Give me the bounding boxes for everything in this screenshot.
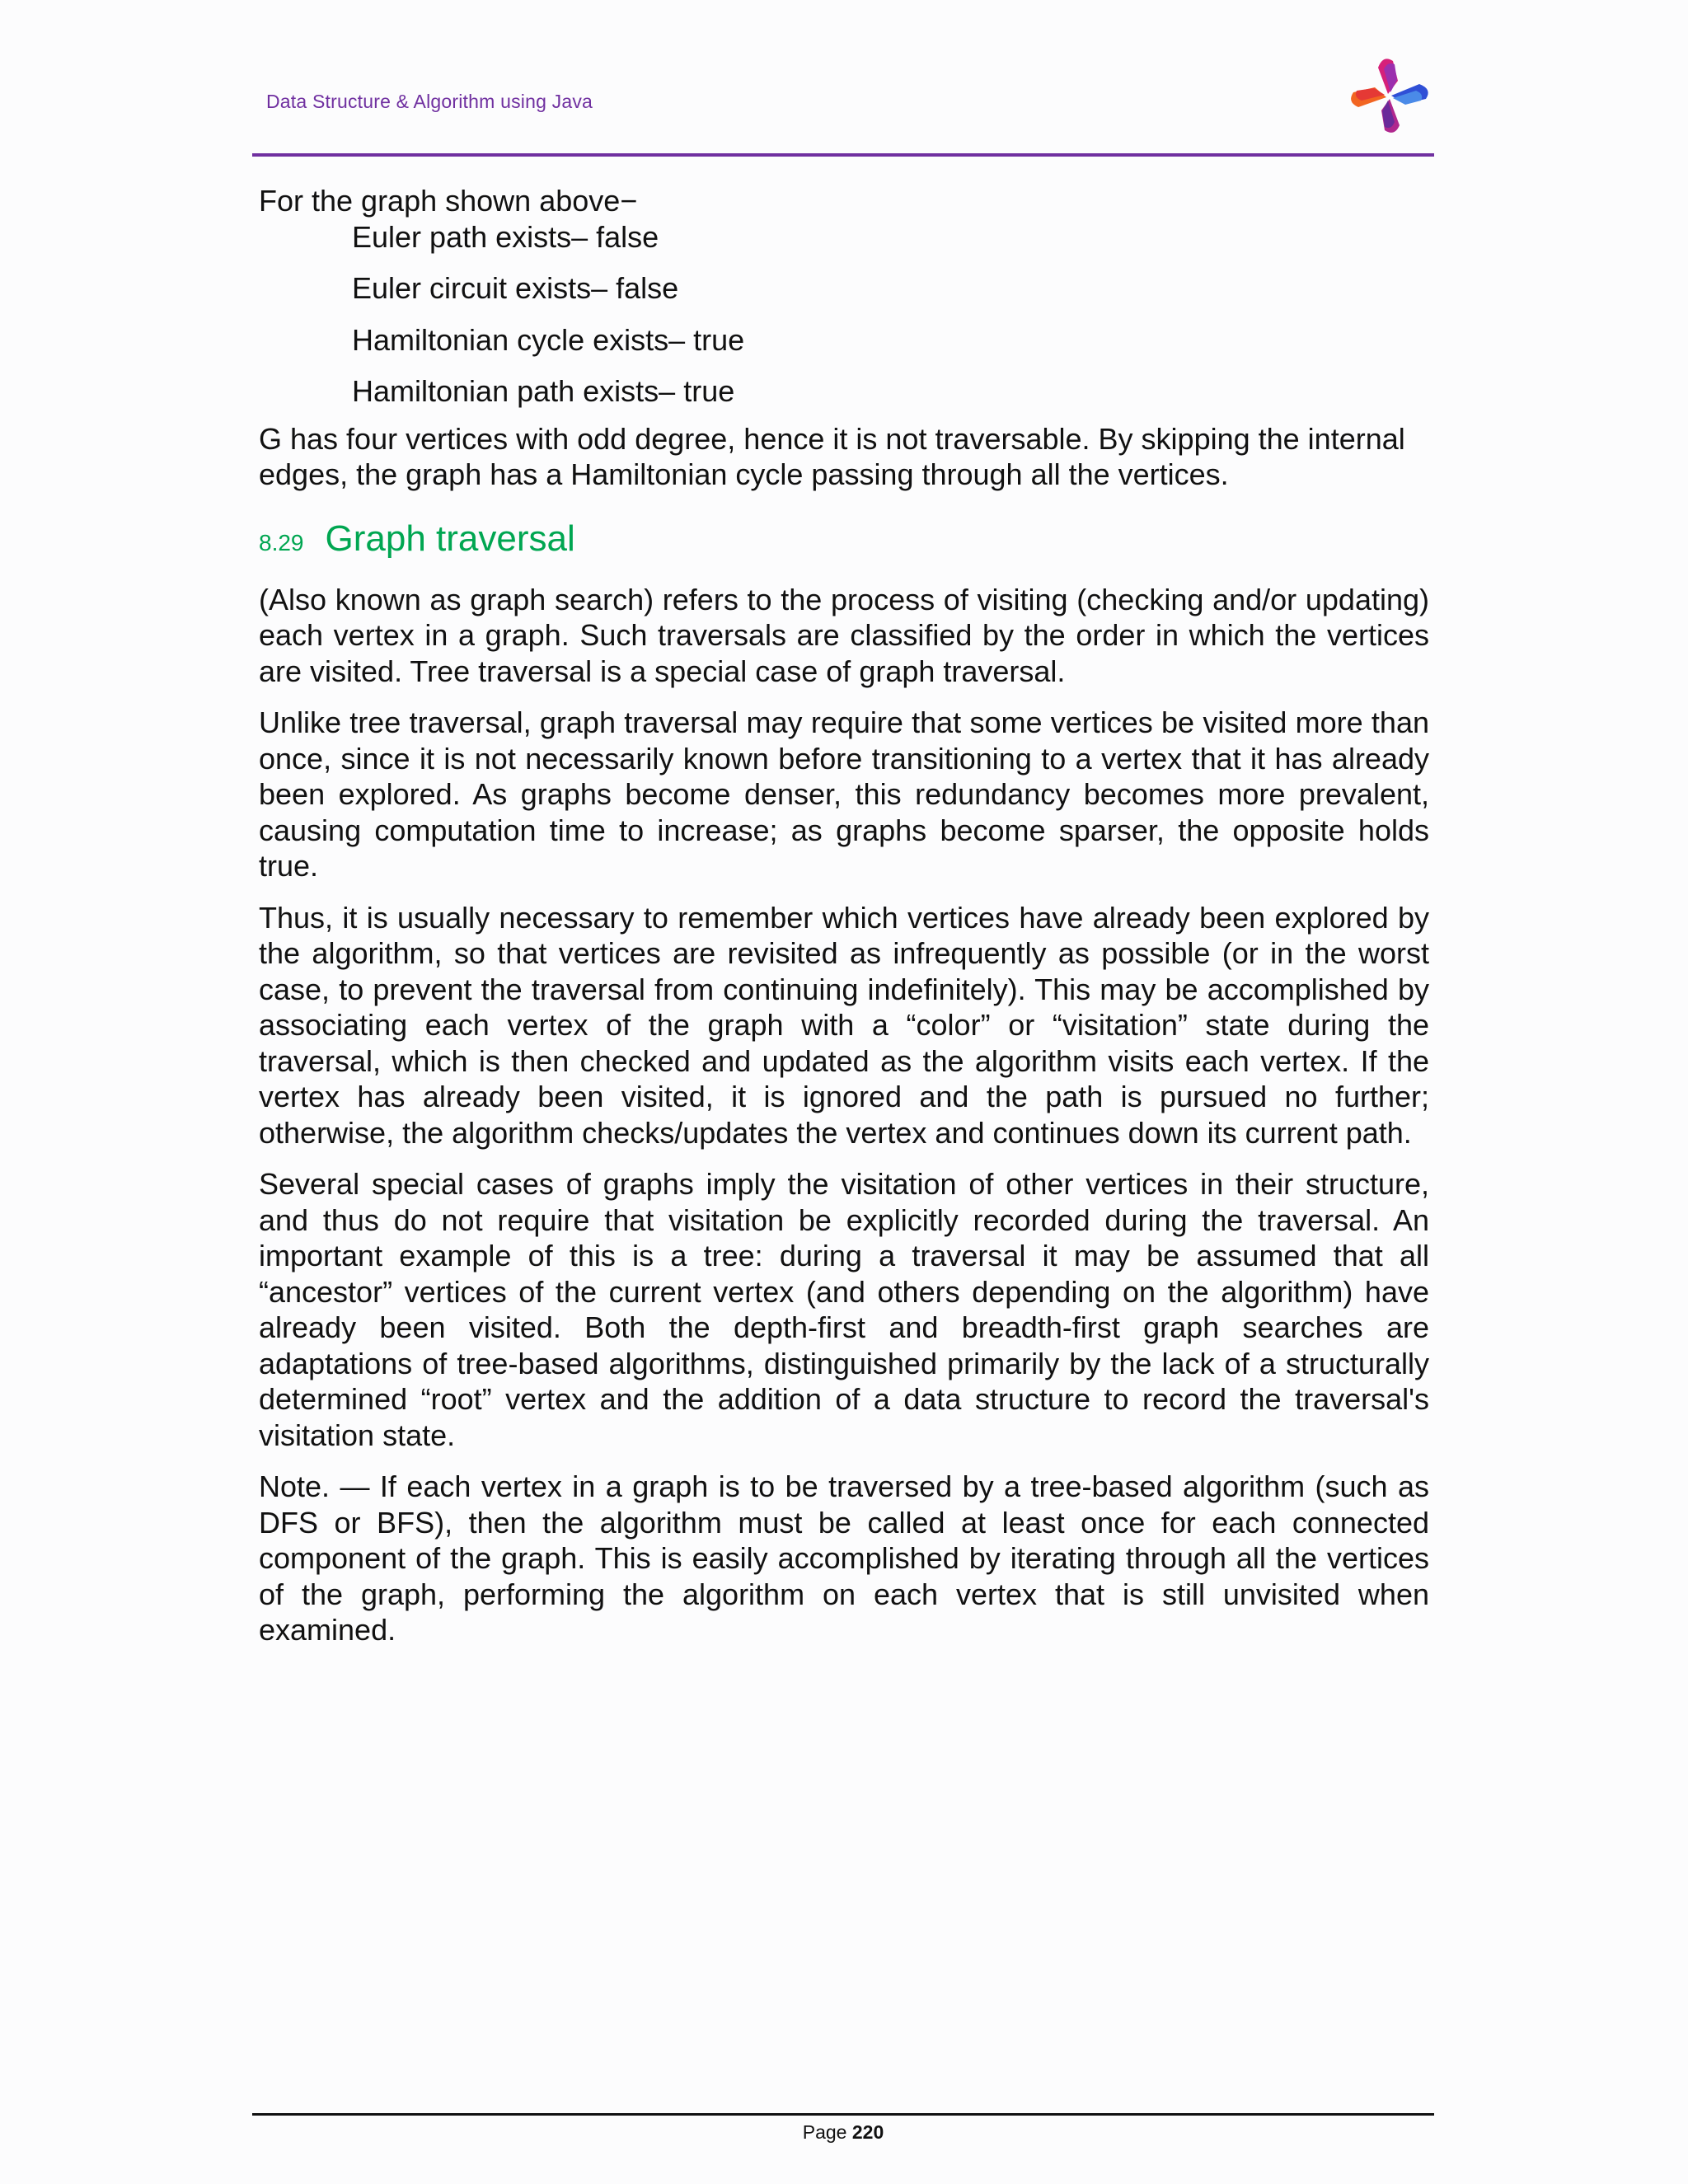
intro-line: For the graph shown above− (259, 184, 638, 218)
footer-divider (252, 2113, 1434, 2116)
page-number: 220 (851, 2121, 884, 2143)
summary-paragraph: G has four vertices with odd degree, hence it is not traversable. By skipping the internal edges, the graph has a Hamiltonian cycle passing through all the vertices. (259, 421, 1405, 491)
section-heading (259, 518, 1429, 569)
section-number: 8.29 (259, 529, 304, 555)
fact-item: Hamiltonian cycle exists– true (352, 322, 745, 357)
fact-item: Euler path exists– false (352, 219, 659, 254)
section-title: Graph traversal (325, 518, 575, 559)
header-divider (252, 153, 1434, 157)
page-header (252, 49, 1434, 157)
pinwheel-logo-icon (1345, 53, 1434, 138)
facts-list (259, 219, 1429, 410)
fact-item: Euler circuit exists– false (352, 271, 679, 305)
page-content (259, 183, 1429, 1664)
header-title: Data Structure & Algorithm using Java (266, 91, 593, 112)
footer-label: Page (802, 2121, 847, 2143)
page-footer (252, 2121, 1434, 2144)
body-paragraph: Thus, it is usually necessary to remember which vertices have already been explored by the algorithm, so that vertices are revisited as infrequently as possible (or in the worst case, to prevent the traversal from continuing indefinitely). This may be accomplished by associating each vertex of the graph with a “color” or “visitation” state during the traversal, which is then checked and updated as the algorithm visits each vertex. If the vertex has already been visited, it is ignored and the path is pursued no further; otherwise, the algorithm checks/updates the vertex and continues down its current path. (259, 900, 1429, 1150)
body-paragraph: Note. — If each vertex in a graph is to be traversed by a tree-based algorithm (such as DFS or BFS), then the algorithm must be called at least once for each connected component of the graph. This is easily accomplished by iterating through all the vertices of the graph, performing the algorithm on each vertex that is still unvisited when examined. (259, 1469, 1429, 1647)
body-paragraph: Several special cases of graphs imply the visitation of other vertices in their structure, and thus do not require that visitation be explicitly recorded during the traversal. An important example of this is a tree: during a traversal it may be assumed that all “ancestor” vertices of the current vertex (and others depending on the algorithm) have already been visited. Both the depth-first and breadth-first graph searches are adaptations of tree-based algorithms, distinguished primarily by the lack of a structurally determined “root” vertex and the addition of a data structure to record the traversal's visitation state. (259, 1167, 1429, 1452)
body-paragraph: (Also known as graph search) refers to the process of visiting (checking and/or updating) each vertex in a graph. Such traversals are classified by the order in which the vertices are visited. Tree traversal is a special case of graph traversal. (259, 582, 1429, 688)
fact-item: Hamiltonian path exists– true (352, 374, 735, 408)
body-paragraph: Unlike tree traversal, graph traversal may require that some vertices be visited more than once, since it is not necessarily known before transitioning to a vertex that it has already been explored. As graphs become denser, this redundancy becomes more prevalent, causing computation time to increase; as graphs become sparser, the opposite holds true. (259, 705, 1429, 883)
